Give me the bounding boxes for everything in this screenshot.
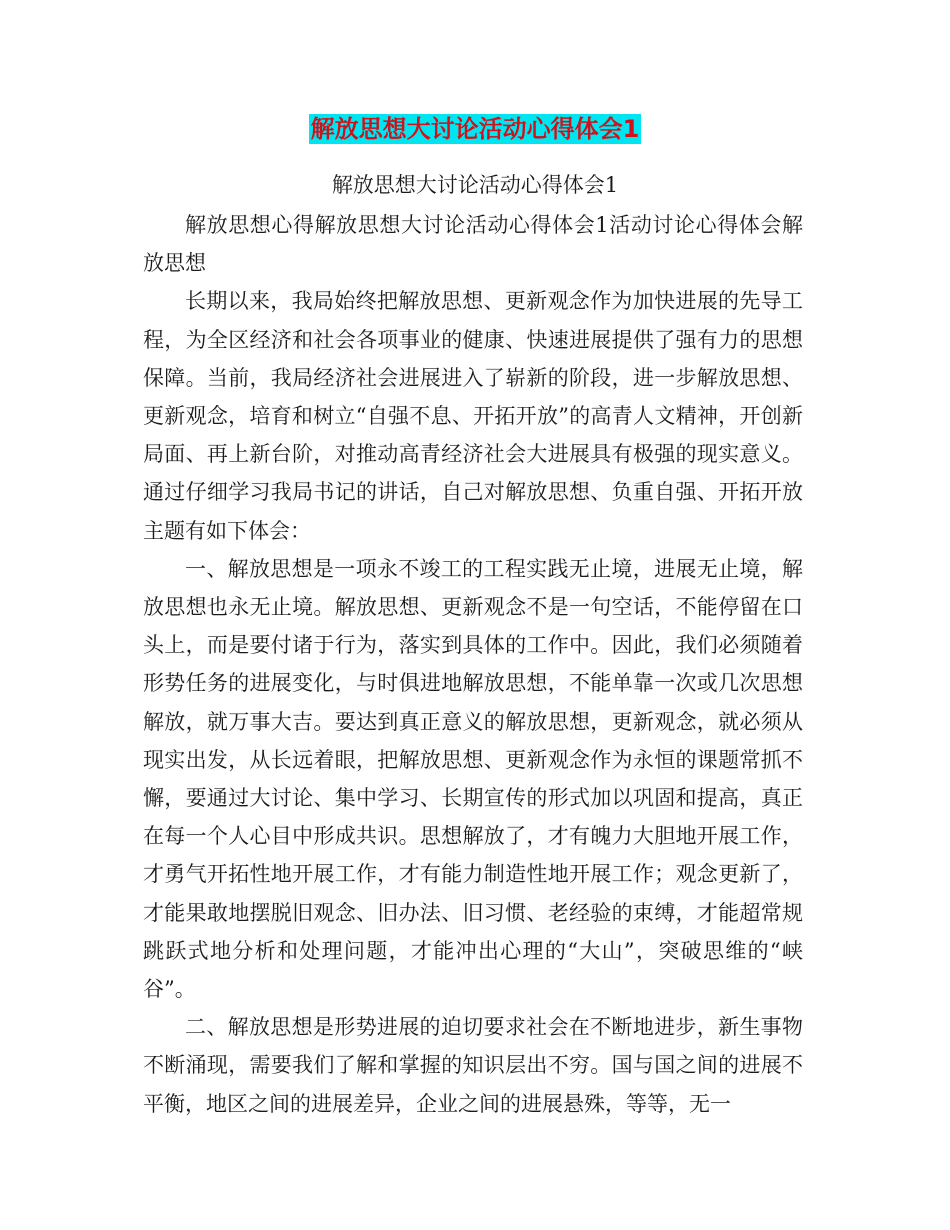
paragraph-3: 一、解放思想是一项永不竣工的工程实践无止境，进展无止境，解放思想也永无止境。解放思想、更新观念不是一句空话，不能停留在口头上，而是要付诸于行为，落实到具体的工作中。因此，我们必须随着形势任务的进展变化，与时俱进地解放思想，不能单靠一次或几次思想解放，就万事大吉。要达到真正意义的解放思想，更新观念，就必须从现实出发，从长远着眼，把解放思想、更新观念作为永恒的课题常抓不懈，要通过大讨论、集中学习、长期宣传的形式加以巩固和提高，真正在每一个人心目中形成共识。思想解放了，才有魄力大胆地开展工作，才勇气开拓性地开展工作，才有能力制造性地开展工作；观念更新了，才能果敢地摆脱旧观念、旧办法、旧习惯、老经验的束缚，才能超常规跳跃式地分析和处理问题，才能冲出心理的“大山”，突破思维的“峡谷”。: [143, 556, 803, 1002]
title-wrap: [0, 114, 950, 144]
paragraph-4: 二、解放思想是形势进展的迫切要求社会在不断地进步，新生事物不断涌现，需要我们了解和掌握的知识层出不穷。国与国之间的进展不平衡，地区之间的进展差异，企业之间的进展悬殊，等等，无一: [143, 1015, 803, 1116]
document-body: [143, 206, 803, 1123]
document-title: 解放思想大讨论活动心得体会1: [310, 115, 640, 143]
document-subtitle: 解放思想大讨论活动心得体会1: [331, 173, 619, 197]
paragraph-2: 长期以来，我局始终把解放思想、更新观念作为加快进展的先导工程，为全区经济和社会各项事业的健康、快速进展提供了强有力的思想保障。当前，我局经济社会进展进入了崭新的阶段，进一步解放思想、更新观念，培育和树立“自强不息、开拓开放”的高青人文精神，开创新局面、再上新台阶，对推动高青经济社会大进展具有极强的现实意义。通过仔细学习我局书记的讲话，自己对解放思想、负重自强、开拓开放主题有如下体会：: [143, 289, 803, 543]
paragraph-1: 解放思想心得解放思想大讨论活动心得体会1活动讨论心得体会解放思想: [143, 213, 803, 276]
